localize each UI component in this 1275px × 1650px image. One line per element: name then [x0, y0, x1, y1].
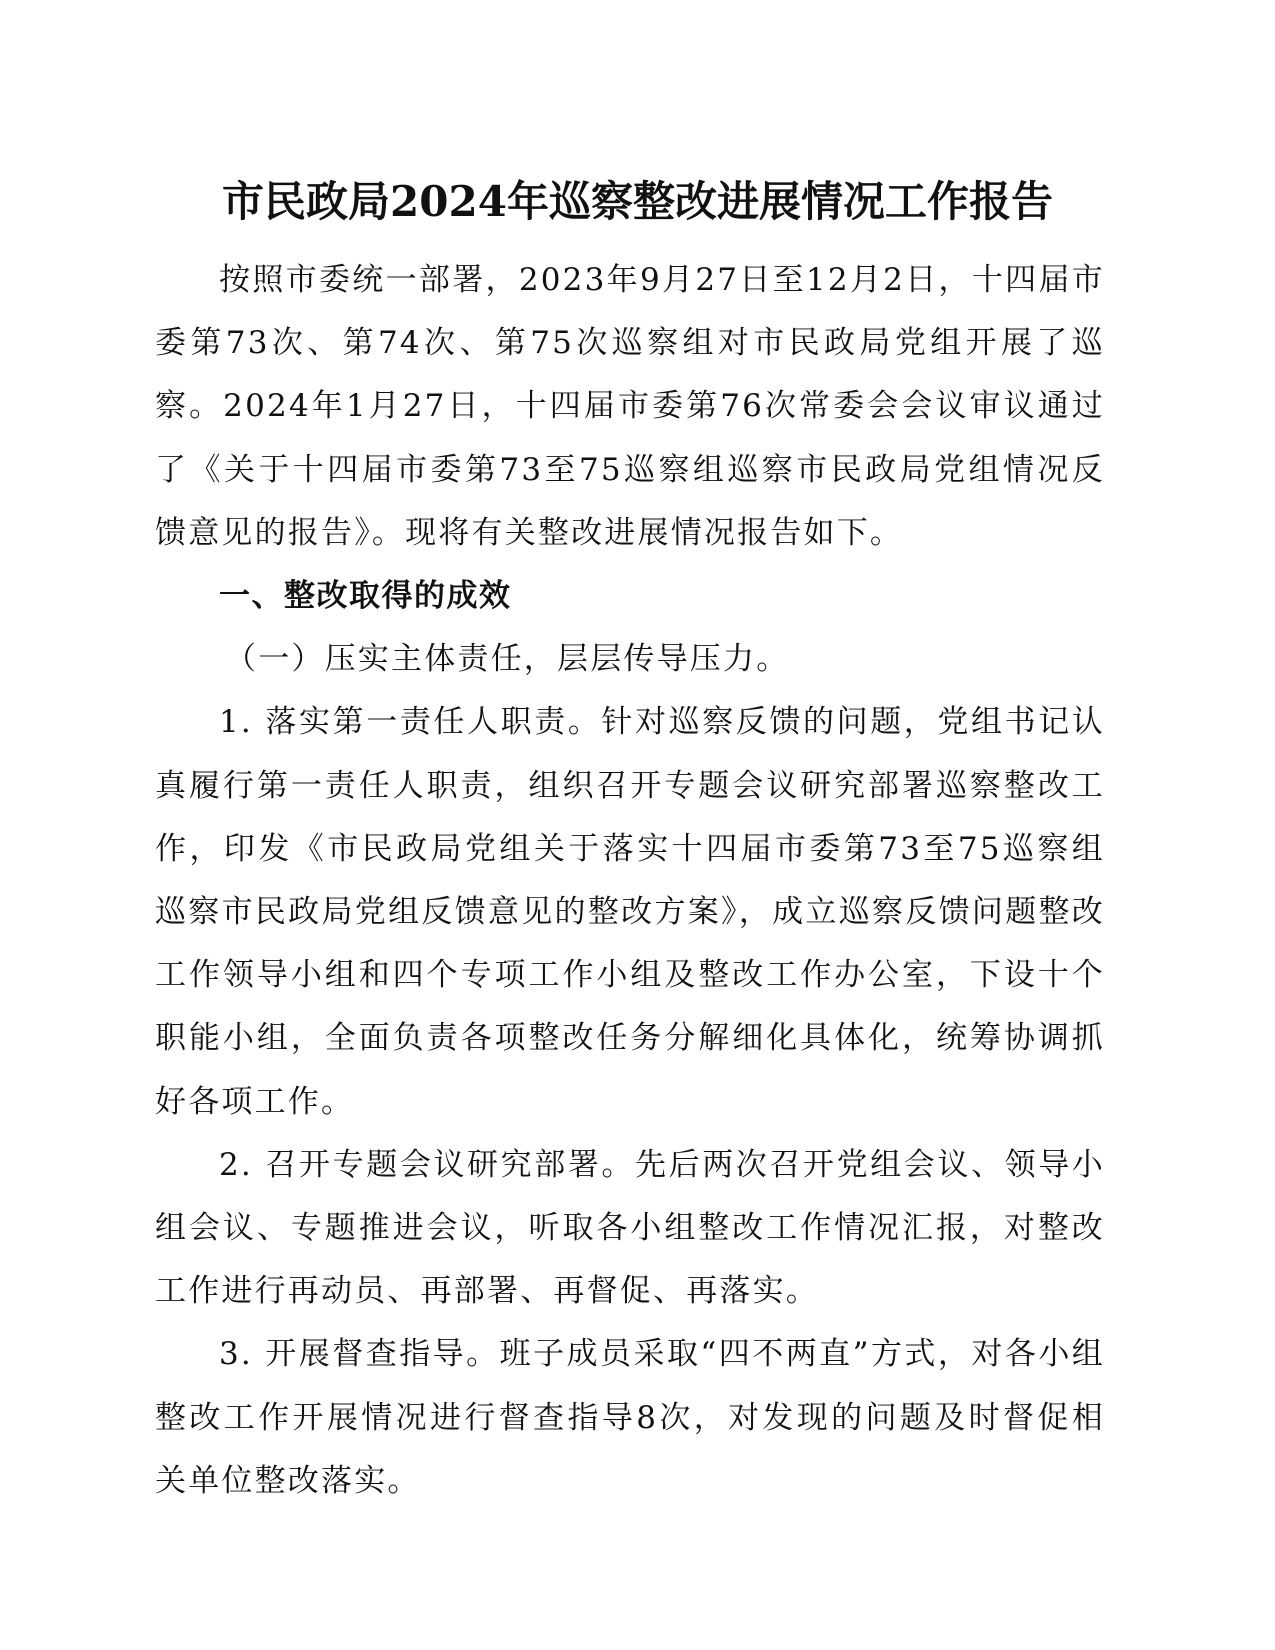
item-paragraph-2: 2. 召开专题会议研究部署。先后两次召开党组会议、领导小组会议、专题推进会议，听取各小组整改工作情况汇报，对整改工作进行再动员、再部署、再督促、再落实。	[155, 1146, 1105, 1310]
subsection-heading-responsibility: （一）压实主体责任，层层传导压力。	[225, 641, 790, 678]
document-body	[155, 249, 1105, 1513]
item-paragraph-3: 3. 开展督查指导。班子成员采取“四不两直”方式，对各小组整改工作开展情况进行督查指导8次，对发现的问题及时督促相关单位整改落实。	[155, 1336, 1105, 1499]
document-title: 市民政局2024年巡察整改进展情况工作报告	[222, 177, 1053, 226]
item-paragraph-1: 1. 落实第一责任人职责。针对巡察反馈的问题，党组书记认真履行第一责任人职责，组织召开专题会议研究部署巡察整改工作，印发《市民政局党组关于落实十四届市委第73至75巡察组巡察市民政局党组反馈意见的整改方案》，成立巡察反馈问题整改工作领导小组和四个专项工作小组及整改工作办公室，下设十个职能小组，全面负责各项整改任务分解细化具体化，统筹协调抓好各项工作。	[155, 704, 1105, 1120]
intro-paragraph: 按照市委统一部署，2023年9月27日至12月2日，十四届市委第73次、第74次、第75次巡察组对市民政局党组开展了巡察。2024年1月27日，十四届市委第76次常委会会议审议通过了《关于十四届市委第73至75巡察组巡察市民政局党组情况反馈意见的报告》。现将有关整改进展情况报告如下。	[155, 262, 1105, 551]
section-heading-achievements: 一、整改取得的成效	[219, 578, 512, 615]
